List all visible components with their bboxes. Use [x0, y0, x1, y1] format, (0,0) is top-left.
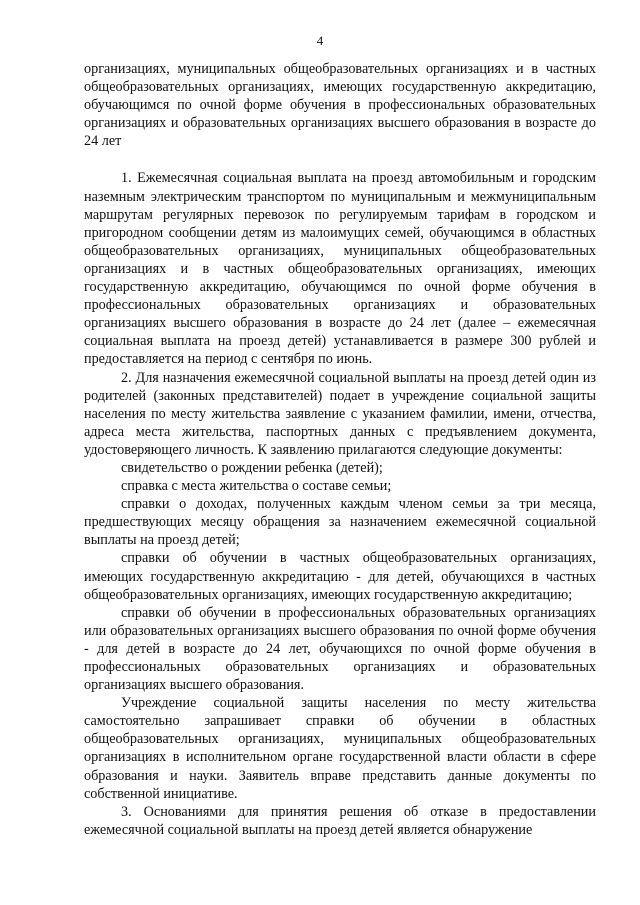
paragraph-clause-1: 1. Ежемесячная социальная выплата на проезд автомобильным и городским наземным электрическим транспортом по муниципальным и межмуниципальным маршрутам регулярных перевозок по регулируемым тарифам в городском и пригородном сообщении детям из малоимущих семей, обучающимся в областных общеобразовательных организациях, муниципальных общеобразовательных организациях и в частных общеобразовательных организациях, имеющих государственную аккредитацию, обучающимся по очной форме обучения в профессиональных образовательных организациях и образовательных организациях высшего образования в возрасте до 24 лет (далее – ежемесячная социальная выплата на проезд детей) устанавливается в размере 300 рублей и предоставляется на период с сентября по июнь.	[84, 170, 596, 368]
list-item-income-certificates: справки о доходах, полученных каждым членом семьи за три месяца, предшествующих месяцу обращения за назначением ежемесячной социальной выплаты на проезд детей;	[84, 496, 596, 549]
list-item-birth-certificate: свидетельство о рождении ребенка (детей);	[121, 459, 383, 476]
list-item-residence-certificate: справка с места жительства о составе семьи;	[121, 478, 392, 495]
paragraph-clause-3: 3. Основаниями для принятия решения об отказе в предоставлении ежемесячной социальной выплаты на проезд детей является обнаружение	[84, 803, 596, 838]
list-item-private-school-certificates: справки об обучении в частных общеобразовательных организациях, имеющих государственную аккредитацию - для детей, обучающихся в частных общеобразовательных организациях, имеющих государственную аккредитацию;	[84, 550, 596, 603]
document-body	[84, 60, 596, 839]
paragraph-clause-2: 2. Для назначения ежемесячной социальной выплаты на проезд детей один из родителей (законных представителей) подает в учреждение социальной защиты населения по месту жительства заявление с указанием фамилии, имени, отчества, адреса места жительства, паспортных данных с предъявлением документа, удостоверяющего личность. К заявлению прилагаются следующие документы:	[84, 369, 596, 458]
page-number: 4	[316, 33, 324, 48]
paragraph-institution-request: Учреждение социальной защиты населения по месту жительства самостоятельно запрашивает справки об обучении в областных общеобразовательных организациях, муниципальных общеобразовательных организациях в исполнительном органе государственной власти области в сфере образования и науки. Заявитель вправе представить данные документы по собственной инициативе.	[84, 695, 596, 802]
list-item-higher-education-certificates: справки об обучении в профессиональных образовательных организациях или образовательных организациях высшего образования по очной форме обучения - для детей в возрасте до 24 лет, обучающихся по очной форме обучения в профессиональных образовательных организациях и образовательных организациях высшего образования.	[84, 604, 596, 694]
paragraph-heading-continuation: организациях, муниципальных общеобразовательных организациях и в частных общеобразовательных организациях, имеющих государственную аккредитацию, обучающимся по очной форме обучения в профессиональных образовательных организациях и образовательных организациях высшего образования в возрасте до 24 лет	[84, 61, 596, 150]
paragraph-gap	[84, 150, 596, 169]
